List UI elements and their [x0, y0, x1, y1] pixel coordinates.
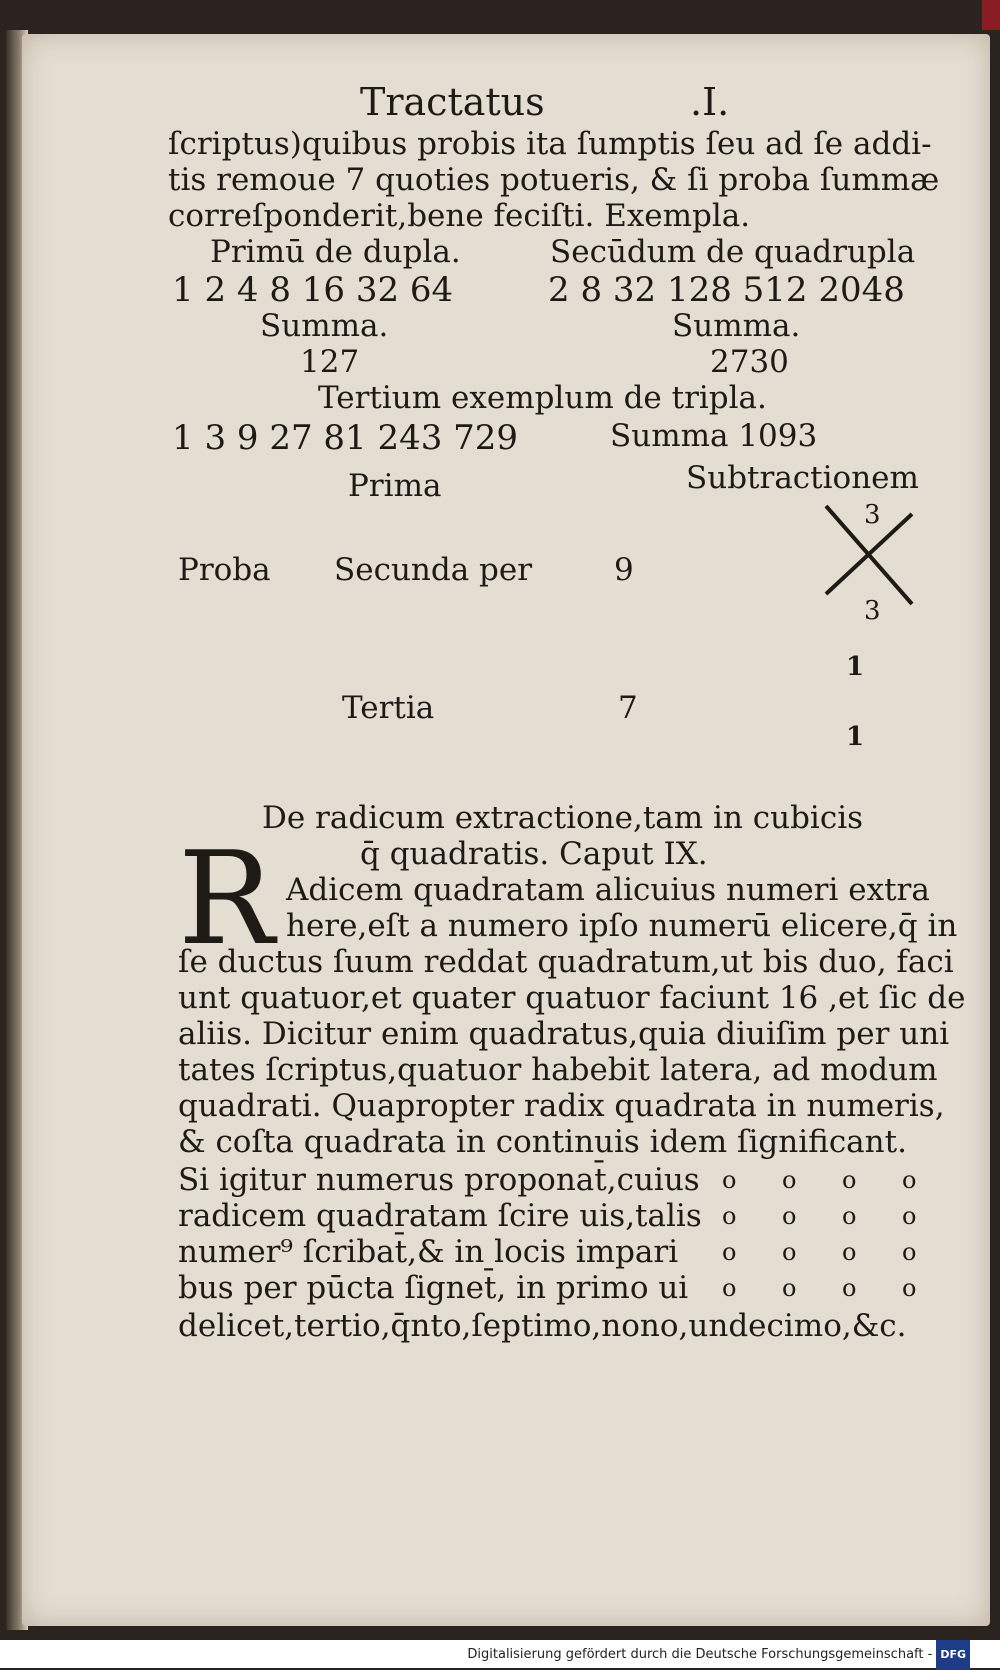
dot: o [782, 1202, 797, 1230]
dot: o [782, 1166, 797, 1194]
text-line: ſcriptus)quibus probis ita ſumptis ſeu ad ſe addi- [168, 126, 932, 162]
dot: o [902, 1238, 917, 1266]
dot: o [902, 1202, 917, 1230]
dfg-logo: DFG [936, 1640, 970, 1670]
dot: o [842, 1274, 857, 1302]
body-line: here,eſt a numero ipſo numerū elicere,q̄ in [286, 908, 958, 944]
body-line: tates ſcriptus,quatuor habebit latera, ad modum [178, 1052, 938, 1088]
proba-one-a: 1 [846, 652, 865, 682]
body-line: numer⁹ ſcribat̄,& in locis impari [178, 1234, 679, 1270]
dot-row [722, 1166, 962, 1194]
body-line: Si igitur numerus proponat̄,cuius [178, 1162, 700, 1198]
example-heading-3: Tertium exemplum de tripla. [318, 380, 767, 416]
footer-bar [0, 1640, 1000, 1668]
dot: o [842, 1238, 857, 1266]
dot: o [842, 1166, 857, 1194]
dot-row [722, 1202, 962, 1230]
dot: o [842, 1202, 857, 1230]
example-series-3: 1 3 9 27 81 243 729 [172, 418, 519, 458]
chapter-subtitle: q̄ quadratis. Caput IX. [360, 836, 708, 872]
proba-subtraction: Subtractionem [686, 460, 919, 496]
body-line: ſe ductus ſuum reddat quadratum,ut bis duo, faci [178, 944, 954, 980]
example-series-1: 1 2 4 8 16 32 64 [172, 270, 454, 310]
body-line: bus per pūcta ſignet̄, in primo ui [178, 1270, 689, 1306]
dot-row [722, 1274, 962, 1302]
example-series-2: 2 8 32 128 512 2048 [548, 270, 905, 310]
chapter-title: De radicum extractione,tam in cubicis [262, 800, 864, 836]
sum-label-2: Summa. [672, 308, 801, 344]
cross-top-digit: 3 [864, 500, 881, 530]
example-heading-1: Primū de dupla. [210, 234, 461, 270]
sum-value-1: 127 [300, 344, 360, 380]
proba-tertia: Tertia [342, 690, 435, 726]
dot: o [902, 1274, 917, 1302]
proba-cross [820, 500, 920, 610]
dot: o [722, 1202, 737, 1230]
dot: o [722, 1274, 737, 1302]
proba-nine: 9 [614, 552, 634, 588]
sum-label-1: Summa. [260, 308, 389, 344]
dot: o [722, 1238, 737, 1266]
body-line: aliis. Dicitur enim quadratus,quia diuiſim per uni [178, 1016, 950, 1052]
proba-label: Proba [178, 552, 271, 588]
proba-secunda: Secunda per [334, 552, 533, 588]
bookmark-tab [982, 0, 1000, 30]
body-line: unt quatuor,et quater quatuor faciunt 16 ,et ſic de [178, 980, 966, 1016]
dot: o [782, 1238, 797, 1266]
page-number: .I. [690, 80, 730, 124]
body-line: radicem quadratam ſcire uis,talis [178, 1198, 702, 1234]
cross-bottom-digit: 3 [864, 596, 881, 626]
body-line: delicet,tertio,q̄nto,ſeptimo,nono,undecimo,&c. [178, 1308, 907, 1344]
body-line: Adicem quadratam alicuius numeri extra [286, 872, 930, 908]
proba-seven: 7 [618, 690, 638, 726]
dot: o [782, 1274, 797, 1302]
text-line: correſponderit,bene feciſti. Exempla. [168, 198, 751, 234]
drop-capital: R [178, 825, 275, 974]
dot-row [722, 1238, 962, 1266]
body-line: quadrati. Quapropter radix quadrata in numeris, [178, 1088, 945, 1124]
sum-value-2: 2730 [710, 344, 789, 380]
example-heading-2: Secūdum de quadrupla [550, 234, 916, 270]
dot: o [722, 1166, 737, 1194]
sum-value-3: Summa 1093 [610, 418, 818, 454]
running-title: Tractatus [360, 80, 545, 124]
text-line: tis remoue 7 quoties potueris, & ſi proba ſummæ [168, 162, 940, 198]
proba-prima: Prima [348, 468, 442, 504]
proba-one-b: 1 [846, 722, 865, 752]
footer-text: Digitalisierung gefördert durch die Deutsche Forschungsgemeinschaft - [467, 1647, 933, 1662]
body-line: & coſta quadrata in continuis idem ſignificant. [178, 1124, 907, 1160]
dot: o [902, 1166, 917, 1194]
